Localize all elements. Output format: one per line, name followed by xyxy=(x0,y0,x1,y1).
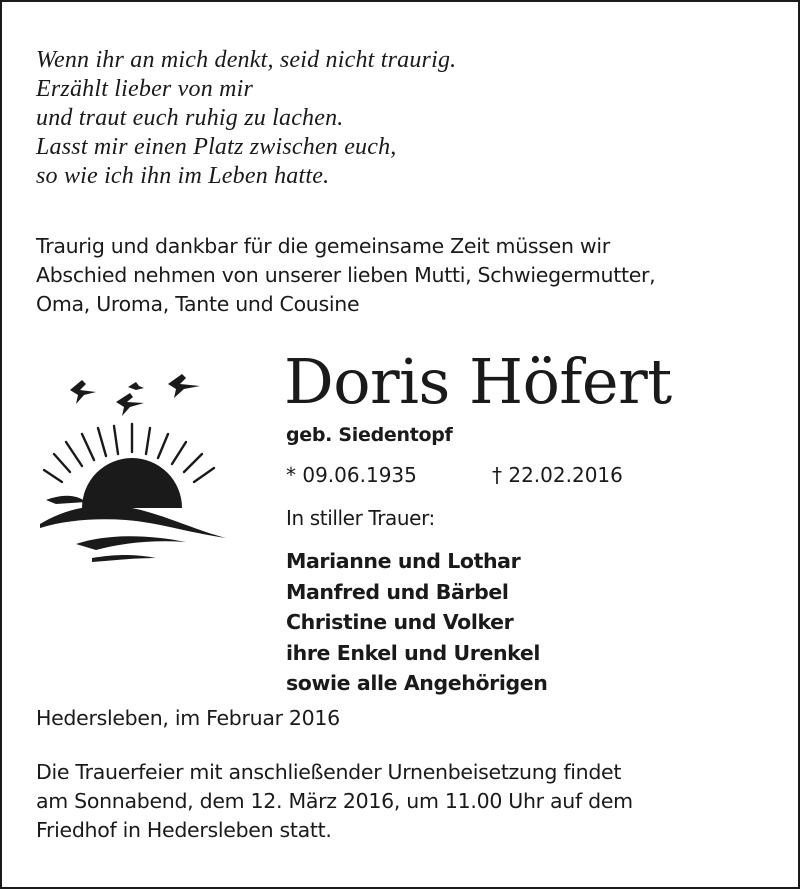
poem-line: so wie ich ihn im Leben hatte. xyxy=(36,163,330,189)
service-line: Friedhof in Hedersleben statt. xyxy=(36,818,332,842)
mourner-item: ihre Enkel und Urenkel xyxy=(286,640,540,665)
deceased-name: Doris Höfert xyxy=(284,345,672,418)
birds-over-sunset-icon xyxy=(36,362,246,572)
poem-line: und traut euch ruhig zu lachen. xyxy=(36,105,344,131)
poem-line: Wenn ihr an mich denkt, seid nicht traurig. xyxy=(36,47,457,73)
intro-text xyxy=(36,232,655,319)
birth-date: * 09.06.1935 xyxy=(286,463,417,487)
intro-line: Oma, Uroma, Tante und Cousine xyxy=(36,292,360,316)
maiden-name: geb. Siedentopf xyxy=(286,424,453,446)
mourner-item: Marianne und Lothar xyxy=(286,549,521,573)
memorial-poem xyxy=(36,46,456,191)
place-date: Hedersleben, im Februar 2016 xyxy=(36,706,340,730)
service-info xyxy=(36,758,633,845)
service-line: am Sonnabend, dem 12. März 2016, um 11.00 Uhr auf dem xyxy=(36,789,633,813)
mourning-label: In stiller Trauer: xyxy=(286,506,435,530)
intro-line: Abschied nehmen von unserer lieben Mutti, Schwiegermutter, xyxy=(36,263,656,287)
mourner-item: sowie alle Angehörigen xyxy=(286,671,548,695)
poem-line: Lasst mir einen Platz zwischen euch, xyxy=(36,134,397,160)
poem-line: Erzählt lieber von mir xyxy=(36,76,254,102)
service-line: Die Trauerfeier mit anschließender Urnenbeisetzung findet xyxy=(36,760,622,784)
intro-line: Traurig und dankbar für die gemeinsame Zeit müssen wir xyxy=(36,234,610,258)
mourner-item: Christine und Volker xyxy=(286,610,514,634)
mourner-item: Manfred und Bärbel xyxy=(286,579,509,604)
death-date: † 22.02.2016 xyxy=(492,463,623,487)
mourners-list xyxy=(286,546,547,699)
